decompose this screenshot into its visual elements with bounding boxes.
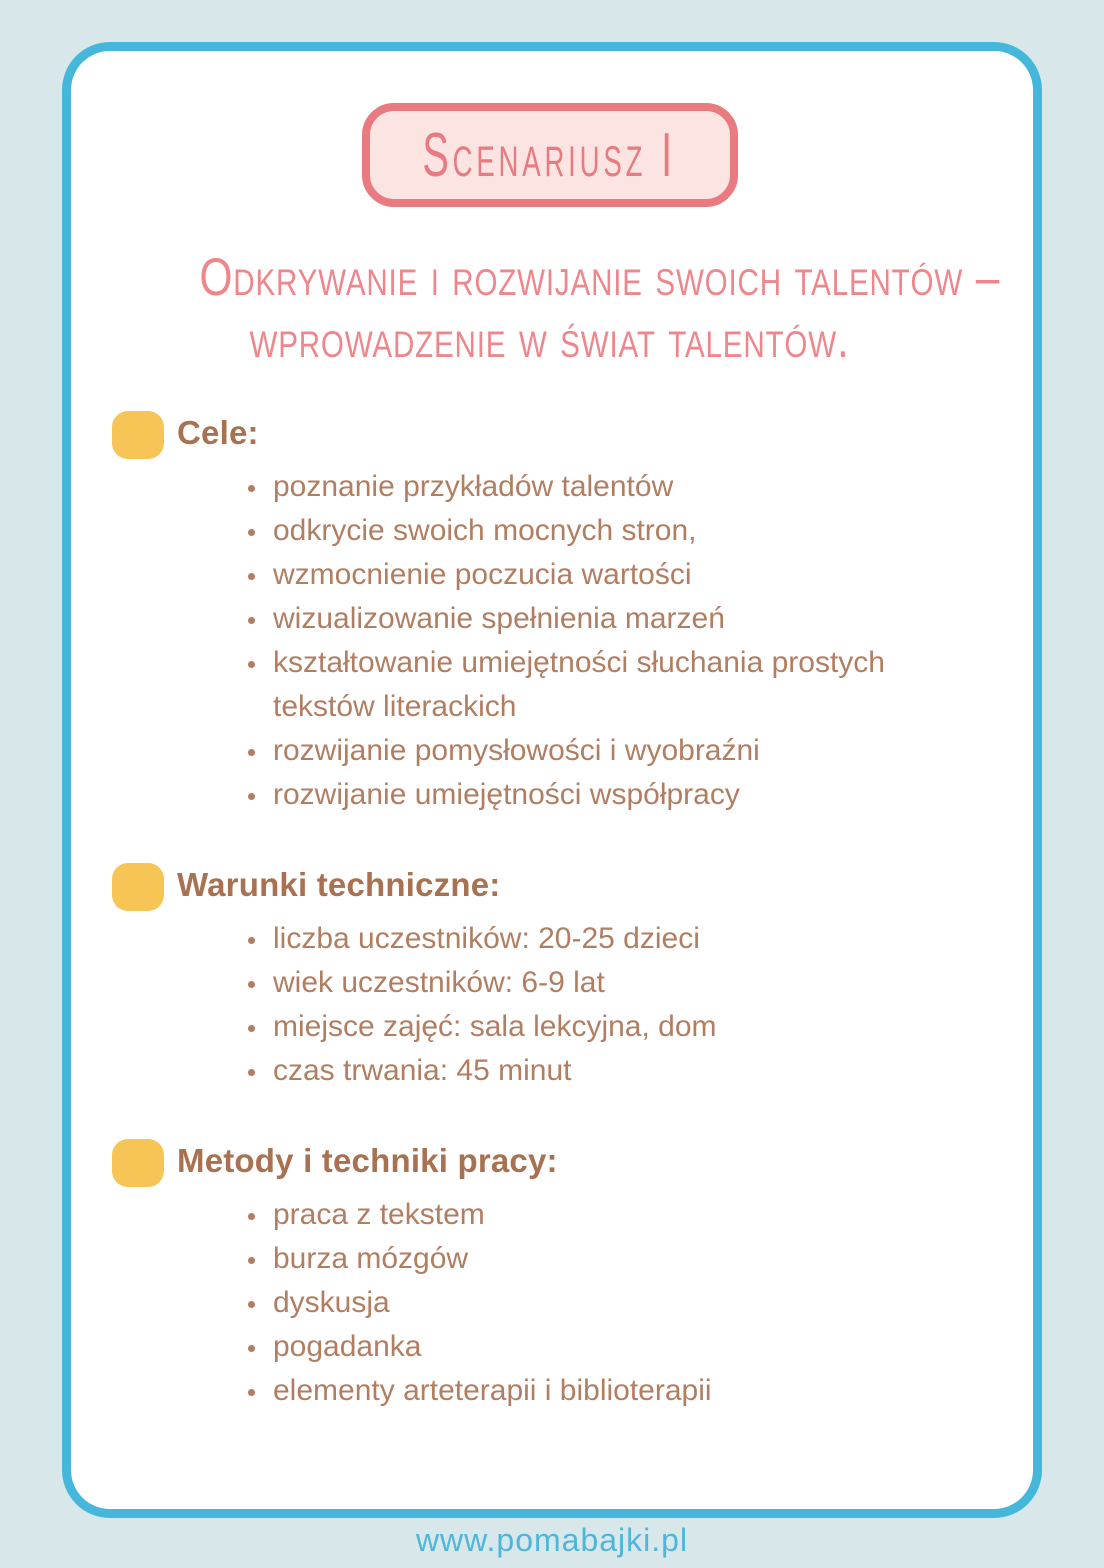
list-item: • miejsce zajęć: sala lekcyjna, dom xyxy=(269,1005,987,1049)
scenario-card xyxy=(62,42,1042,1518)
list-item: • rozwijanie pomysłowości i wyobraźni xyxy=(269,729,987,773)
list-item: • elementy arteterapii i biblioterapii xyxy=(269,1369,987,1413)
list-item: • kształtowanie umiejętności słuchania prostych tekstów literackich xyxy=(269,641,987,729)
section-header xyxy=(112,863,987,911)
page-title-line-1: Odkrywanie i rozwijanie swoich talentów – xyxy=(199,248,1001,307)
list-item: • wizualizowanie spełnienia marzeń xyxy=(269,597,987,641)
list-item: • burza mózgów xyxy=(269,1237,987,1281)
list-item: • liczba uczestników: 20-25 dzieci xyxy=(269,917,987,961)
section-heading: Metody i techniki pracy: xyxy=(177,1142,558,1179)
list-item: • praca z tekstem xyxy=(269,1193,987,1237)
scenario-badge-label: Scenariusz I xyxy=(422,120,677,190)
section-header xyxy=(112,1139,987,1187)
list-item: • wzmocnienie poczucia wartości xyxy=(269,553,987,597)
section-3 xyxy=(112,1139,987,1413)
yellow-rounded-square-icon xyxy=(112,863,164,911)
list-item: • czas trwania: 45 minut xyxy=(269,1049,987,1093)
list-item: • dyskusja xyxy=(269,1281,987,1325)
scenario-badge xyxy=(362,103,738,207)
section-header xyxy=(112,411,987,459)
list-item: • pogadanka xyxy=(269,1325,987,1369)
bullet-list xyxy=(112,465,987,817)
card-content xyxy=(71,51,1033,1413)
page-title xyxy=(112,247,1001,371)
bullet-list xyxy=(112,917,987,1093)
list-item: • wiek uczestników: 6-9 lat xyxy=(269,961,987,1005)
bullet-list xyxy=(112,1193,987,1413)
yellow-rounded-square-icon xyxy=(112,1139,164,1187)
list-item: • odkrycie swoich mocnych stron, xyxy=(269,509,987,553)
section-heading: Warunki techniczne: xyxy=(177,866,501,903)
footer-url[interactable]: www.pomabajki.pl xyxy=(415,1522,689,1558)
yellow-rounded-square-icon xyxy=(112,411,164,459)
page-title-line-2: wprowadzenie w świat talentów. xyxy=(249,310,850,369)
section-2 xyxy=(112,863,987,1093)
section-heading: Cele: xyxy=(177,414,259,451)
section-1 xyxy=(112,411,987,817)
sections-container xyxy=(112,411,987,1413)
list-item: • poznanie przykładów talentów xyxy=(269,465,987,509)
list-item: • rozwijanie umiejętności współpracy xyxy=(269,773,987,817)
